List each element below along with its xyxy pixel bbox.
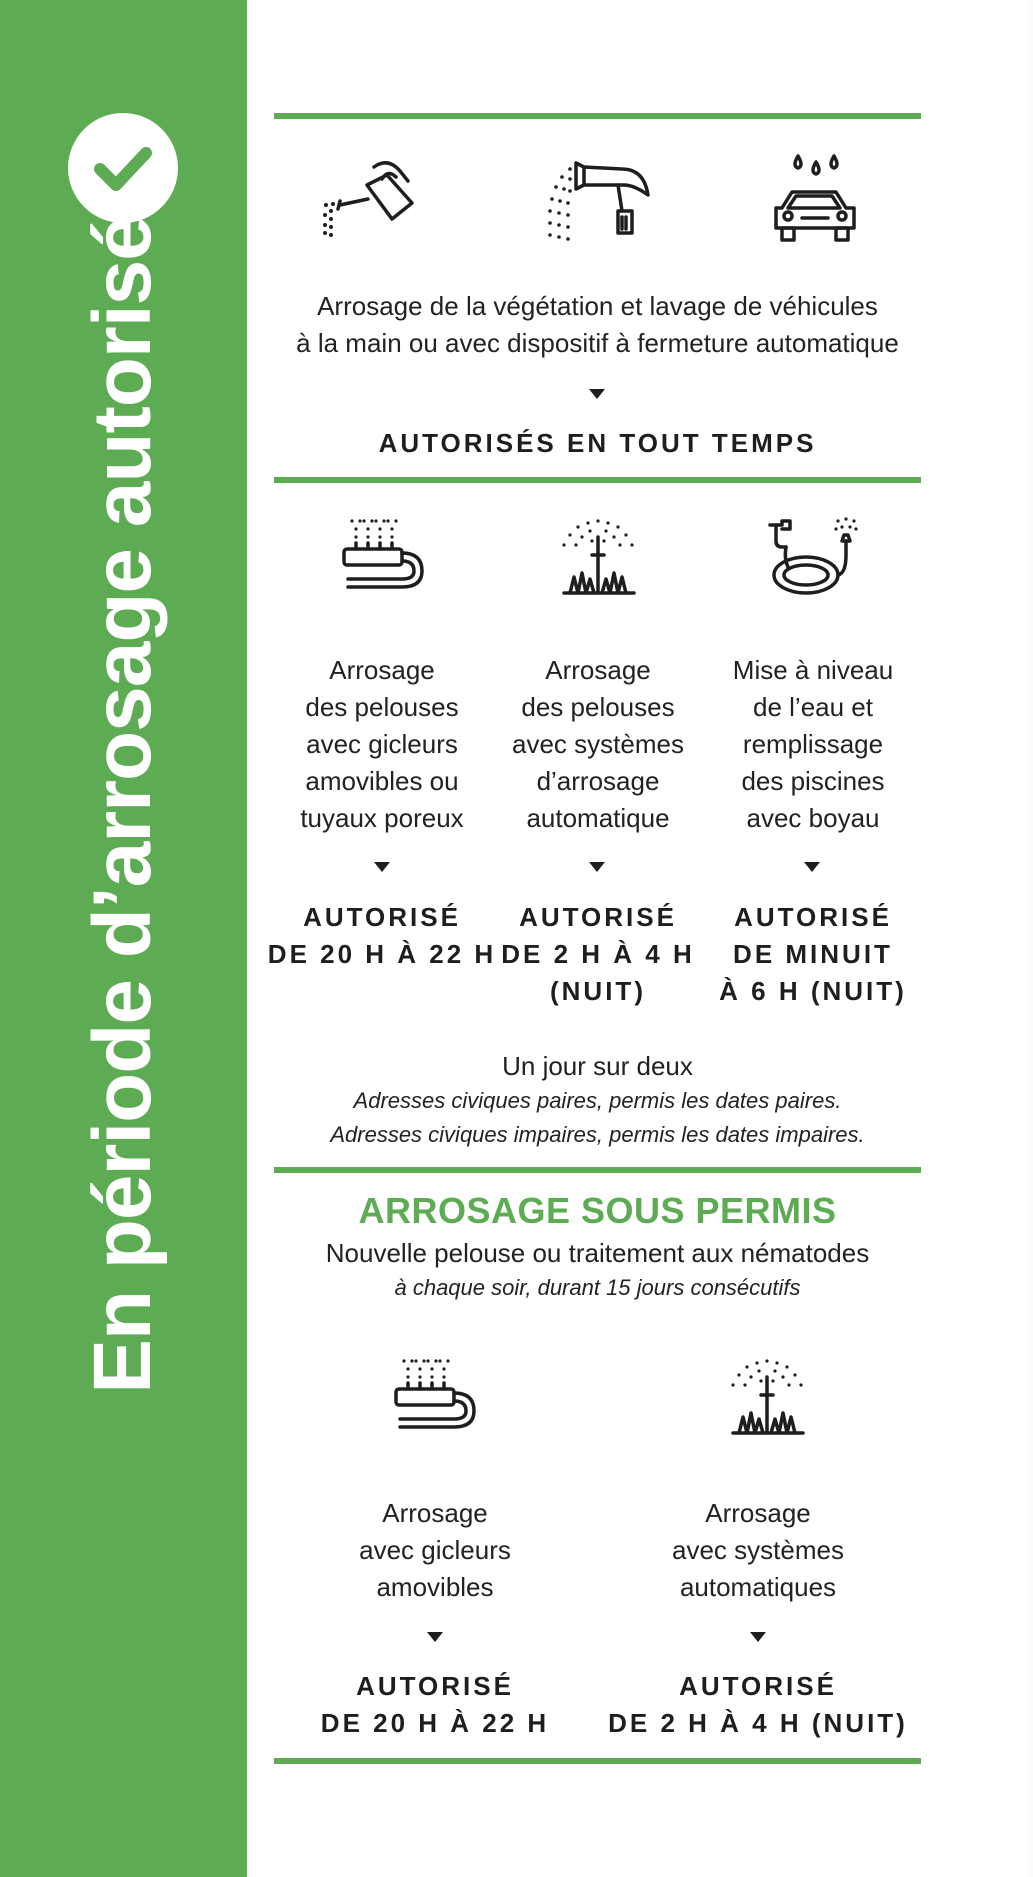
section1-label: AUTORISÉS EN TOUT TEMPS [378,428,817,458]
column-description [272,652,492,837]
removable-sprinkler-icon [338,515,428,600]
description-line: des pelouses [521,692,675,722]
arrow-down-icon [589,389,605,399]
section1-description-line: Arrosage de la végétation et lavage de véhicules [317,291,878,321]
description-line: d’arrosage [536,766,660,796]
description-line: avec gicleurs [306,729,458,759]
description-line: Mise à niveau [732,655,894,685]
sidebar [0,0,247,1877]
sidebar-title: En période d’arrosage autorisé [77,216,168,1394]
description-line: des piscines [741,766,885,796]
section1-description-line: à la main ou avec dispositif à fermeture automatique [296,328,899,358]
column-label [295,1668,575,1742]
arrow-down-icon [804,862,820,872]
description-line: Arrosage [382,1498,488,1528]
watering-can-icon [322,155,422,245]
description-line: des pelouses [305,692,459,722]
description-line: avec gicleurs [359,1535,511,1565]
label-line: AUTORISÉ [356,1671,514,1701]
permit-subtitle: Nouvelle pelouse ou traitement aux nématodes [325,1238,870,1268]
description-line: amovibles ou [305,766,459,796]
alternate-days-title: Un jour sur deux [502,1051,693,1081]
hose-nozzle-icon [538,155,653,245]
divider-top [274,113,921,119]
alternate-days-note: Adresses civiques impaires, permis les dates impaires. [330,1122,865,1147]
label-line: DE 20 H À 22 H [320,1708,550,1738]
description-line: Arrosage [329,655,435,685]
description-line: de l’eau et [753,692,873,722]
alternate-days-note: Adresses civiques paires, permis les dates paires. [353,1088,842,1113]
checkmark-icon [68,113,178,223]
label-line: DE MINUIT [733,939,893,969]
label-line: À 6 H (NUIT) [719,976,907,1006]
column-description [488,652,708,837]
label-line: AUTORISÉ [734,902,892,932]
column-description [305,1495,565,1606]
hose-reel-icon [766,515,861,600]
label-line: AUTORISÉ [519,902,677,932]
column-description [703,652,923,837]
arrow-down-icon [589,862,605,872]
description-line: automatique [526,803,670,833]
description-line: automatiques [679,1572,837,1602]
automatic-sprinkler-icon [725,1355,810,1440]
removable-sprinkler-icon [390,1355,480,1440]
description-line: remplissage [742,729,884,759]
section1-description [260,288,935,362]
description-line: avec systèmes [512,729,684,759]
label-line: (NUIT) [550,976,646,1006]
arrow-down-icon [750,1632,766,1642]
column-label [693,899,933,1010]
description-line: amovibles [376,1572,494,1602]
page-edge [1027,0,1033,1877]
divider-bottom [274,1758,921,1764]
label-line: AUTORISÉ [679,1671,837,1701]
permit-subtitle-italic: à chaque soir, durant 15 jours consécutifs [394,1275,801,1300]
description-line: avec systèmes [672,1535,844,1565]
description-line: tuyaux poreux [300,803,464,833]
column-description [628,1495,888,1606]
description-line: Arrosage [545,655,651,685]
divider [274,477,921,483]
label-line: AUTORISÉ [303,902,461,932]
automatic-sprinkler-icon [556,515,641,600]
divider [274,1167,921,1173]
arrow-down-icon [374,862,390,872]
description-line: Arrosage [705,1498,811,1528]
label-line: DE 2 H À 4 H (NUIT) [608,1708,908,1738]
description-line: avec boyau [746,803,880,833]
permit-title: ARROSAGE SOUS PERMIS [358,1190,837,1231]
column-label [603,1668,913,1742]
column-label [478,899,718,1010]
car-wash-icon [768,152,863,247]
arrow-down-icon [427,1632,443,1642]
label-line: DE 2 H À 4 H [501,939,695,969]
label-line: DE 20 H À 22 H [267,939,497,969]
column-label [262,899,502,973]
